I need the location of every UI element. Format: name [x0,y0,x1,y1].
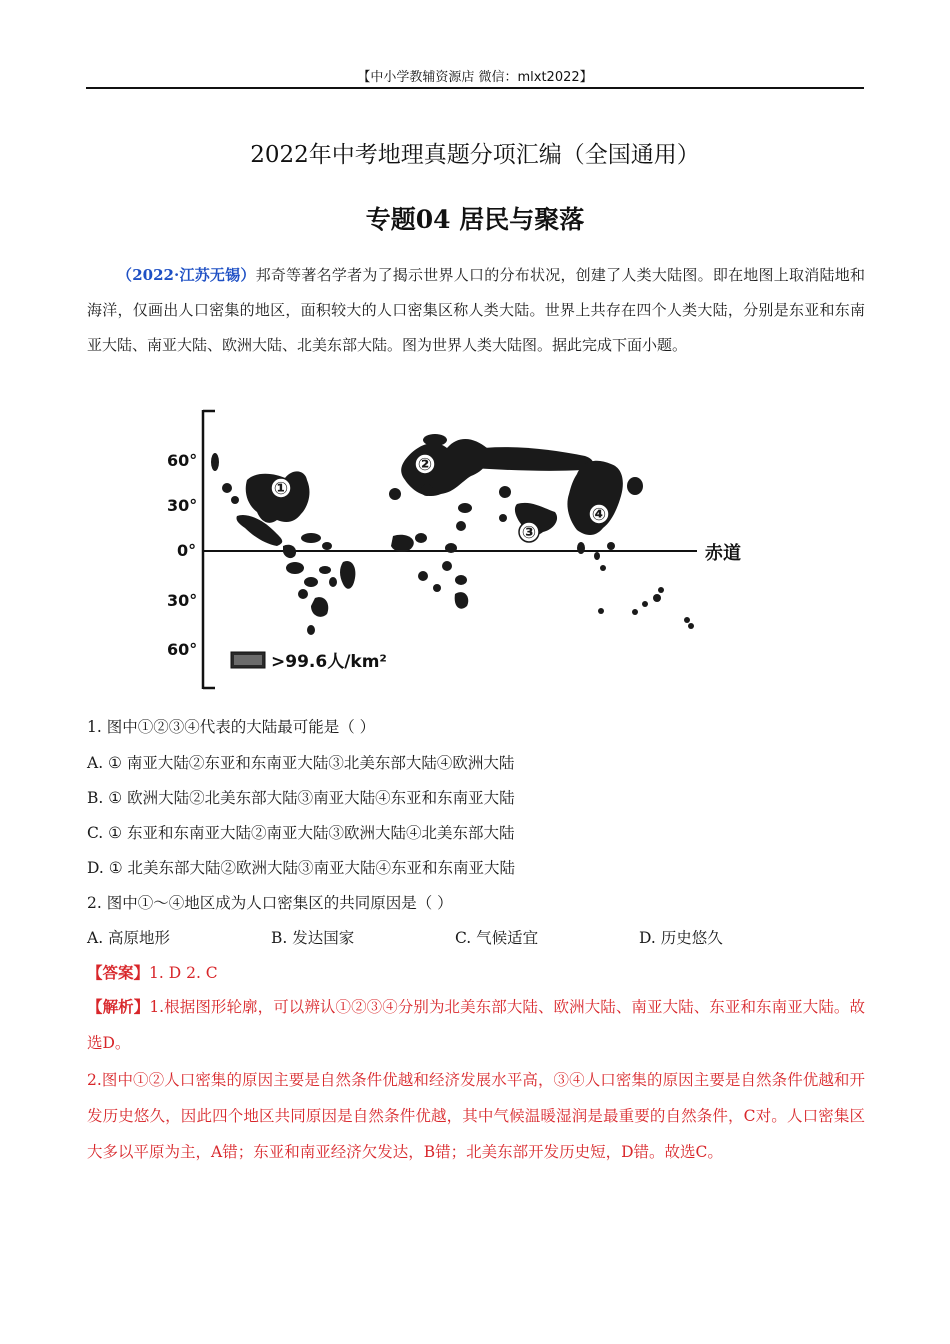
blob [455,575,467,585]
blob [307,625,315,635]
blob [627,477,643,495]
question-2-option-b: B. 发达国家 [271,929,355,947]
blob [211,453,219,471]
answer-label: 【答案】 [87,963,150,982]
equator-label: 赤道 [705,543,741,564]
blob [594,552,600,560]
blob [298,589,308,599]
blob [688,623,694,629]
region-south-africa [455,592,469,609]
legend-label: >99.6人/km² [271,652,387,672]
blob [499,514,507,522]
lat-label-30s: 30° [167,591,198,610]
question-2-stem: 2. 图中①～④地区成为人口密集区的共同原因是（ ） [87,894,453,912]
question-1-option-c: C. ① 东亚和东南亚大陆②南亚大陆③欧洲大陆④北美东部大陆 [87,824,515,842]
blob [607,542,615,550]
blob [577,542,585,554]
answer-text: 1. D 2. C [149,964,218,982]
question-1-stem: 1. 图中①②③④代表的大陆最可能是（ ） [87,718,376,736]
document-subtitle: 专题04 居民与聚落 [365,205,585,234]
blob [445,543,457,553]
blob [415,533,427,543]
intro-paragraph [87,258,865,363]
document-title: 2022年中考地理真题分项汇编（全国通用） [250,142,700,168]
blob [421,484,433,496]
blob [442,561,452,571]
blob [642,601,648,607]
intro-text: 邦奇等著名学者为了揭示世界人口的分布状况，创建了人类大陆图。即在地图上取消陆地和海洋，仅画出人口密集的地区，面积较大的人口密集区称人类大陆。世界上共存在四个人类大陆，分别是东亚和东南亚大陆、南亚大陆、欧洲大陆、北美东部大陆。图为世界人类大陆图。据此完成下面小题。 [87,266,865,354]
blob [231,496,239,504]
blob [600,565,606,571]
population-map [165,408,755,693]
region-south-america-east [340,561,355,589]
blob [458,503,472,513]
legend-swatch-inner [234,655,262,665]
lat-label-60n: 60° [167,451,198,470]
blob [653,594,661,602]
question-source: （2022·江苏无锡） [117,266,256,284]
lat-label-0: 0° [177,541,197,560]
blob [684,617,690,623]
blob [456,521,466,531]
answer-line [87,961,218,983]
lat-label-60s: 60° [167,640,198,659]
region-south-america-south [311,597,328,617]
blob [598,608,604,614]
blob [433,584,441,592]
population-map-figure [165,408,755,693]
marker-2: ② [417,455,433,475]
blob [389,488,401,500]
blob [286,562,304,574]
analysis-text-1: 1.根据图形轮廓，可以辨认①②③④分别为北美东部大陆、欧洲大陆、南亚大陆、东亚和东南亚大陆。故选D。 [87,998,865,1052]
blob [658,587,664,593]
lat-label-30n: 30° [167,496,198,515]
blob [222,483,232,493]
analysis-label: 【解析】 [87,997,150,1016]
header-divider [86,87,864,89]
blob [423,434,447,446]
blob [329,577,337,587]
blob [319,566,331,574]
region-west-africa [391,535,414,552]
question-2-option-c: C. 气候适宜 [455,929,539,947]
analysis-paragraph-2: 2.图中①②人口密集的原因主要是自然条件优越和经济发展水平高，③④人口密集的原因主要是自然条件优越和开发历史悠久，因此四个地区共同原因是自然条件优越，其中气候温暖湿润是最重要的自然条件，C对。人口密集区大多以平原为主，A错；东亚和南亚经济欠发达，B错；北美东部开发历史短，D错。故选C。 [87,1071,865,1161]
page-header: 【中小学教辅资源店 微信：mlxt2022】 [357,70,593,85]
blob [301,533,321,543]
region-central-america [283,545,296,558]
marker-4: ④ [591,505,607,525]
question-1-option-d: D. ① 北美东部大陆②欧洲大陆③南亚大陆④东亚和东南亚大陆 [87,859,516,877]
blob [418,571,428,581]
question-1-option-a: A. ① 南亚大陆②东亚和东南亚大陆③北美东部大陆④欧洲大陆 [87,754,515,772]
analysis-paragraph-1 [87,989,865,1061]
population-regions [211,434,694,635]
blob [304,577,318,587]
question-2-option-d: D. 历史悠久 [639,929,723,947]
blob [632,609,638,615]
question-2-option-a: A. 高原地形 [87,929,171,947]
blob [499,486,511,498]
question-1-option-b: B. ① 欧洲大陆②北美东部大陆③南亚大陆④东亚和东南亚大陆 [87,789,515,807]
blob [322,542,332,550]
region-russia-belt [465,447,593,471]
marker-3: ③ [521,523,537,543]
marker-1: ① [273,479,289,499]
